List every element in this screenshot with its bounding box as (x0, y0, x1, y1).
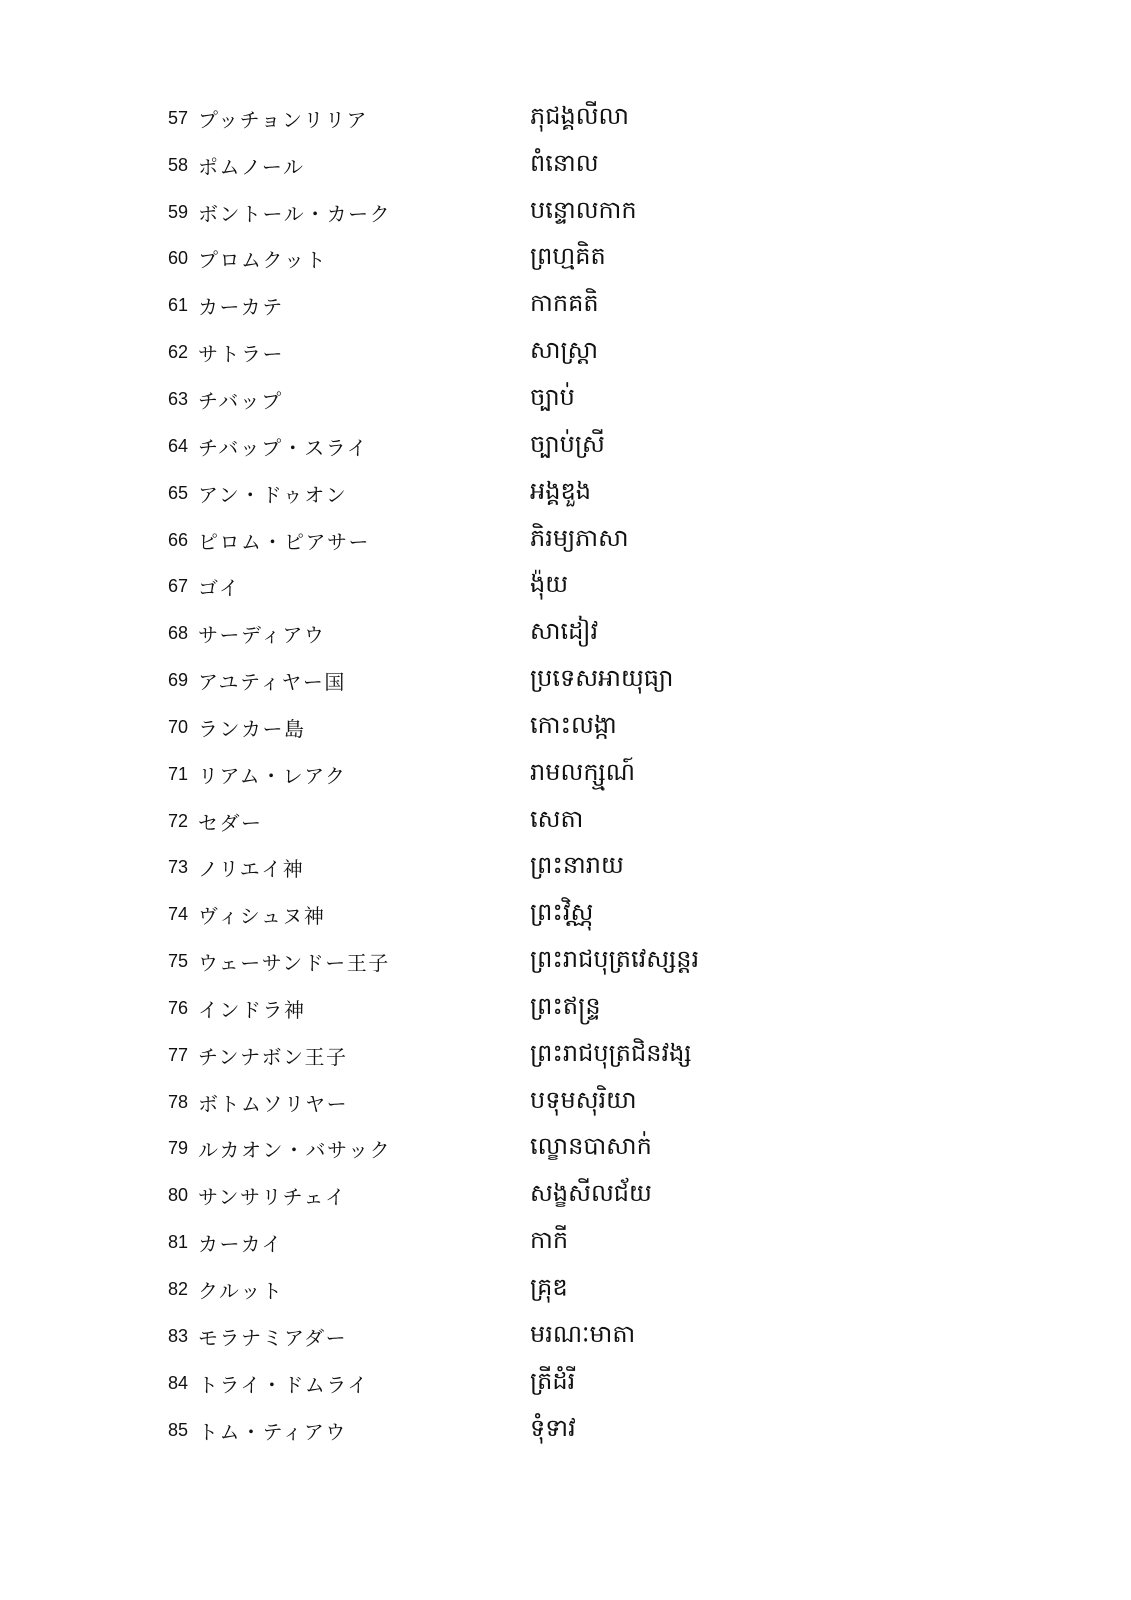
japanese-term: セダー (198, 810, 263, 835)
japanese-term: ウェーサンドー王子 (198, 951, 390, 976)
khmer-term: គ្រុឌ (530, 1273, 568, 1302)
khmer-term: ភិរម្យភាសា (530, 523, 629, 552)
khmer-term: ល្ខោនបាសាក់ (530, 1132, 652, 1161)
list-item (168, 470, 968, 517)
japanese-term: ゴイ (198, 576, 241, 601)
japanese-term: サトラー (198, 342, 284, 367)
list-item (168, 1079, 968, 1126)
list-item (168, 189, 968, 236)
list-item (168, 329, 968, 376)
list-item (168, 891, 968, 938)
japanese-term: チンナボン王子 (198, 1044, 348, 1069)
japanese-term: リアム・レアク (198, 763, 347, 788)
item-number: 71 (168, 763, 189, 784)
item-number: 66 (168, 529, 189, 550)
list-item (168, 1407, 968, 1454)
item-number: 80 (168, 1185, 189, 1206)
list-item (168, 985, 968, 1032)
khmer-term: កាកគតិ (530, 289, 599, 318)
item-number: 58 (168, 154, 189, 175)
khmer-term: ព្រះនារាយ (530, 851, 624, 880)
khmer-term: ត្រីដំរី (530, 1366, 576, 1395)
item-number: 65 (168, 482, 189, 503)
khmer-term: ង៉ុយ (530, 570, 569, 599)
khmer-term: បន្ទោលកាក (530, 195, 637, 224)
khmer-term: សេតា (530, 804, 584, 833)
japanese-term: ランカー島 (198, 716, 306, 741)
khmer-term: ច្បាប់ស្រី (530, 429, 605, 458)
item-number: 77 (168, 1044, 189, 1065)
japanese-term: アユティヤー国 (198, 670, 346, 695)
japanese-term: チバップ・スライ (198, 435, 369, 460)
khmer-term: រាមលក្ស្មណ៍ (530, 757, 635, 786)
khmer-term: អង្គឌួង (530, 476, 591, 505)
khmer-term: មរណៈមាតា (530, 1319, 636, 1348)
japanese-term: プロムクット (198, 248, 327, 273)
item-number: 64 (168, 435, 189, 456)
list-item (168, 1172, 968, 1219)
item-number: 85 (168, 1419, 189, 1440)
khmer-term: ប្រទេសអាយុធ្យា (530, 664, 674, 693)
item-number: 60 (168, 248, 189, 269)
list-item (168, 1032, 968, 1079)
khmer-term: កាកី (530, 1226, 569, 1255)
japanese-term: サンサリチェイ (198, 1185, 347, 1210)
japanese-term: カーカテ (198, 295, 284, 320)
list-item (168, 657, 968, 704)
japanese-term: トム・ティアウ (198, 1419, 347, 1444)
item-number: 72 (168, 810, 189, 831)
list-item (168, 142, 968, 189)
japanese-term: プッチョンリリア (198, 107, 368, 132)
list-item (168, 845, 968, 892)
vocabulary-list (168, 95, 968, 1453)
item-number: 75 (168, 951, 189, 972)
khmer-term: ព្រះរាជបុត្រជិនវង្ស (530, 1038, 692, 1067)
japanese-term: ルカオン・バサック (198, 1138, 392, 1163)
list-item (168, 423, 968, 470)
item-number: 83 (168, 1325, 189, 1346)
khmer-term: ពំនោល (530, 148, 599, 177)
khmer-term: ព្រះវិស្ណុ (530, 898, 594, 927)
khmer-term: ព្រហ្មគិត (530, 242, 606, 271)
list-item (168, 1266, 968, 1313)
khmer-term: ច្បាប់ (530, 382, 575, 411)
item-number: 63 (168, 388, 189, 409)
item-number: 81 (168, 1232, 189, 1253)
item-number: 78 (168, 1091, 189, 1112)
japanese-term: ボントール・カーク (198, 201, 392, 226)
list-item (168, 704, 968, 751)
item-number: 69 (168, 670, 189, 691)
japanese-term: ボトムソリヤー (198, 1091, 349, 1116)
item-number: 82 (168, 1279, 189, 1300)
japanese-term: インドラ神 (198, 997, 306, 1022)
item-number: 84 (168, 1372, 189, 1393)
japanese-term: カーカイ (198, 1232, 283, 1257)
list-item (168, 95, 968, 142)
khmer-term: ទុំទាវ (530, 1413, 576, 1442)
list-item (168, 1313, 968, 1360)
item-number: 76 (168, 997, 189, 1018)
japanese-term: ノリエイ神 (198, 857, 305, 882)
japanese-term: チバップ (198, 388, 283, 413)
item-number: 74 (168, 904, 189, 925)
list-item (168, 517, 968, 564)
list-item (168, 798, 968, 845)
japanese-term: アン・ドゥオン (198, 482, 348, 507)
list-item (168, 938, 968, 985)
item-number: 68 (168, 623, 189, 644)
japanese-term: クルット (198, 1279, 284, 1304)
khmer-term: បទុមសុរិយា (530, 1085, 637, 1114)
list-item (168, 1126, 968, 1173)
item-number: 67 (168, 576, 189, 597)
list-item (168, 1219, 968, 1266)
item-number: 79 (168, 1138, 189, 1159)
list-item (168, 610, 968, 657)
khmer-term: ភុជង្គលីលា (530, 101, 630, 130)
japanese-term: ポムノール (198, 154, 305, 179)
item-number: 62 (168, 342, 189, 363)
khmer-term: ព្រះរាជបុត្រវេស្សន្តរ (530, 945, 700, 974)
item-number: 61 (168, 295, 189, 316)
item-number: 59 (168, 201, 189, 222)
khmer-term: សាដៀវ (530, 617, 599, 646)
list-item (168, 563, 968, 610)
list-item (168, 376, 968, 423)
list-item (168, 236, 968, 283)
item-number: 70 (168, 716, 189, 737)
item-number: 73 (168, 857, 189, 878)
list-item (168, 282, 968, 329)
khmer-term: សង្ខសីលជ័យ (530, 1179, 652, 1208)
japanese-term: サーディアウ (198, 623, 326, 648)
japanese-term: モラナミアダー (198, 1325, 348, 1350)
khmer-term: កោះលង្កា (530, 710, 617, 739)
japanese-term: ピロム・ピアサー (198, 529, 370, 554)
japanese-term: トライ・ドムライ (198, 1372, 369, 1397)
khmer-term: សាស្ត្រា (530, 336, 599, 365)
khmer-term: ព្រះឥន្ទ្រ (530, 991, 601, 1020)
list-item (168, 1360, 968, 1407)
item-number: 57 (168, 107, 189, 128)
list-item (168, 751, 968, 798)
japanese-term: ヴィシュヌ神 (198, 904, 326, 929)
